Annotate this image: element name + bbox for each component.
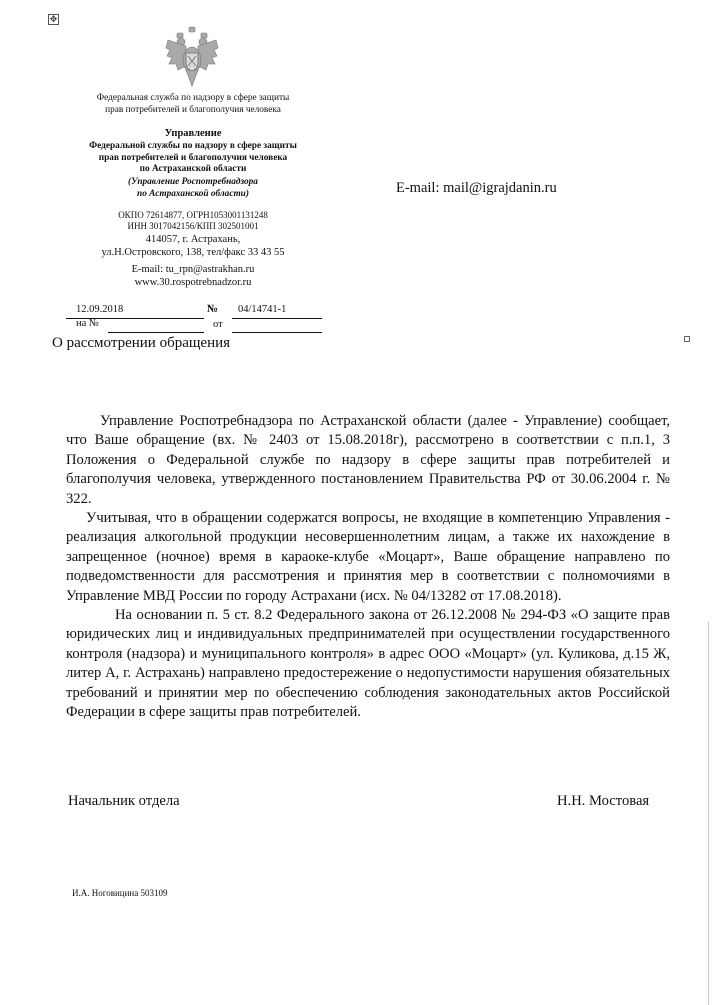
- reference-number-label: на №: [76, 318, 99, 329]
- signatory-name: Н.Н. Мостовая: [557, 793, 650, 809]
- sender-email: E-mail: tu_rpn@astrakhan.ru: [131, 264, 255, 275]
- resize-handle-icon[interactable]: [684, 336, 690, 342]
- move-handle-icon[interactable]: ✥: [49, 15, 58, 25]
- website: www.30.rospotrebnadzor.ru: [134, 277, 252, 288]
- department-short-name: (Управление Роспотребнадзора по Астраханской области): [128, 177, 258, 199]
- outgoing-date: 12.09.2018: [76, 304, 124, 315]
- reference-date-underline: [232, 332, 322, 333]
- paragraph-2: Учитывая, что в обращении содержатся вопросы, не входящие в компетенцию Управления - реализация алкогольной продукции несовершеннолетним лицам, а также их нахождение в запрещенное (ночное) время в караоке-клубе «Моцарт», Ваше обращение направлено по подведомственности для рассмотрения и принятия мер в соответствии с полномочиями в Управление МВД России по городу Астрахани (исх. № 04/13282 от 17.08.2018).: [66, 510, 670, 604]
- reference-date-label: от: [213, 319, 223, 330]
- postal-address: 414057, г. Астрахань, ул.Н.Островского, 138, тел/факс 33 43 55: [101, 234, 285, 258]
- recipient-email: E-mail: mail@igrajdanin.ru: [396, 180, 557, 196]
- reference-number-underline: [108, 332, 204, 333]
- letter-subject: О рассмотрении обращения: [52, 335, 231, 351]
- department-full-name: Федеральной службы по надзору в сфере защиты прав потребителей и благополучия человека по Астраханской области: [89, 141, 297, 174]
- number-label: №: [207, 303, 219, 315]
- number-underline: [232, 318, 322, 319]
- page-edge-divider: [708, 622, 709, 1005]
- executor-info: И.А. Ноговицина 503109: [72, 888, 168, 898]
- paragraph-1: Управление Роспотребнадзора по Астраханской области (далее - Управление) сообщает, что Ваше обращение (вх. № 2403 от 15.08.2018г), рассмотрено в соответствии с п.п.1, 3 Положения о Федеральной службе по надзору в сфере защиты прав потребителей и благополучия человека, утвержденного постановлением Правительства РФ от 30.06.2004 г. № 322.: [66, 413, 670, 507]
- paragraph-3: На основании п. 5 ст. 8.2 Федерального закона от 26.12.2008 № 294-ФЗ «О защите прав юридических лиц и индивидуальных предпринимателей при осуществлении государственного контроля (надзора) и муниципального контроля» в адрес ООО «Моцарт» (ул. Куликова, д.15 Ж, литер А, г. Астрахань) направлено предостережение о недопустимости нарушения обязательных требований и принятии мер по обеспечению соблюдения законодательных актов Российской Федерации в сфере защиты прав потребителей.: [66, 607, 670, 721]
- registration-codes: ОКПО 72614877, ОГРН1053001131248 ИНН 3017042156/КПП 302501001: [118, 210, 268, 231]
- agency-name: Федеральная служба по надзору в сфере защиты прав потребителей и благополучия человека: [96, 93, 290, 115]
- contact-block: [48, 263, 338, 289]
- double-headed-eagle-emblem-icon: [164, 26, 220, 88]
- outgoing-number: 04/14741-1: [238, 304, 287, 315]
- letter-body: [66, 412, 670, 723]
- department-title: Управление: [164, 128, 222, 139]
- signatory-title: Начальник отдела: [68, 793, 180, 809]
